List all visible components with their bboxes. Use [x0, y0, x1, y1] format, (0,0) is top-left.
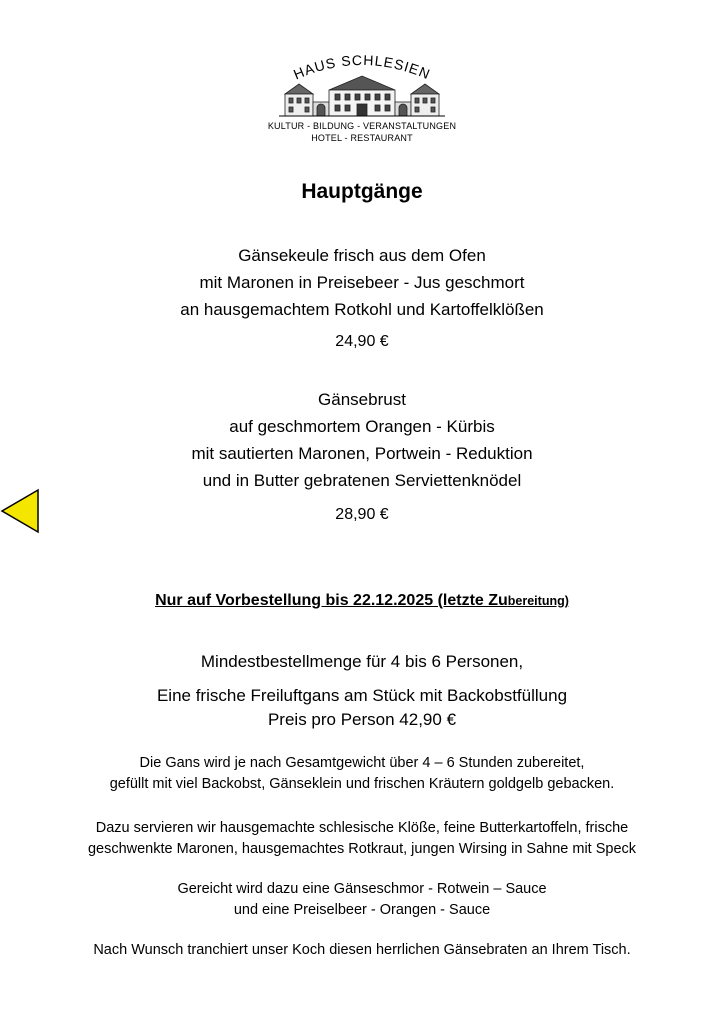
dish-line: Gänsebrust [318, 390, 406, 409]
dish-1-price: 24,90 € [335, 333, 389, 350]
dish-line: auf geschmortem Orangen - Kürbis [229, 417, 495, 436]
dish-line: an hausgemachtem Rotkohl und Kartoffelklößen [180, 300, 544, 319]
preorder-paragraph-2 [0, 818, 724, 860]
logo-tagline-1: KULTUR - BILDUNG - VERANSTALTUNGEN [267, 121, 457, 131]
dish-1-description [0, 242, 724, 323]
paragraph-line: Dazu servieren wir hausgemachte schlesische Klöße, feine Butterkartoffeln, frische [95, 820, 629, 836]
preorder-paragraph-1 [0, 753, 724, 795]
preorder-offer: Eine frische Freiluftgans am Stück mit Backobstfüllung [156, 686, 568, 705]
paragraph-line: Die Gans wird je nach Gesamtgewicht über 4 – 6 Stunden zubereitet, [139, 755, 585, 771]
preorder-notice-small: bereitung) [507, 594, 569, 608]
logo-tagline-2: HOTEL - RESTAURANT [311, 133, 413, 143]
preorder-paragraph-4 [0, 940, 724, 961]
svg-text:HAUS SCHLESIEN: HAUS SCHLESIEN [291, 51, 433, 83]
preorder-minimum: Mindestbestellmenge für 4 bis 6 Personen, [200, 652, 524, 671]
dish-2-description [0, 386, 724, 494]
dish-line: und in Butter gebratenen Serviettenknödel [202, 471, 522, 490]
dish-line: mit Maronen in Preisebeer - Jus geschmort [199, 273, 525, 292]
haus-schlesien-logo-icon [277, 50, 447, 120]
paragraph-line: geschwenkte Maronen, hausgemachtes Rotkraut, jungen Wirsing in Sahne mit Speck [87, 841, 637, 857]
paragraph-line: gefüllt mit viel Backobst, Gänseklein und frischen Kräutern goldgelb gebacken. [109, 776, 615, 792]
logo [0, 50, 724, 144]
dish-2-price: 28,90 € [335, 506, 389, 523]
triangle-left-icon[interactable] [0, 488, 40, 534]
preorder-notice-main: Nur auf Vorbestellung bis 22.12.2025 (letzte Zu [155, 592, 508, 609]
section-title: Hauptgänge [301, 180, 423, 203]
paragraph-line: Nach Wunsch tranchiert unser Koch diesen herrlichen Gänsebraten an Ihrem Tisch. [93, 942, 631, 958]
dish-line: Gänsekeule frisch aus dem Ofen [238, 246, 486, 265]
paragraph-line: und eine Preiselbeer - Orangen - Sauce [233, 902, 491, 918]
preorder-price: Preis pro Person 42,90 € [267, 710, 457, 729]
preorder-paragraph-3 [0, 879, 724, 921]
paragraph-line: Gereicht wird dazu eine Gänseschmor - Rotwein – Sauce [177, 881, 547, 897]
dish-line: mit sautierten Maronen, Portwein - Reduktion [191, 444, 533, 463]
preorder-notice [0, 592, 724, 610]
